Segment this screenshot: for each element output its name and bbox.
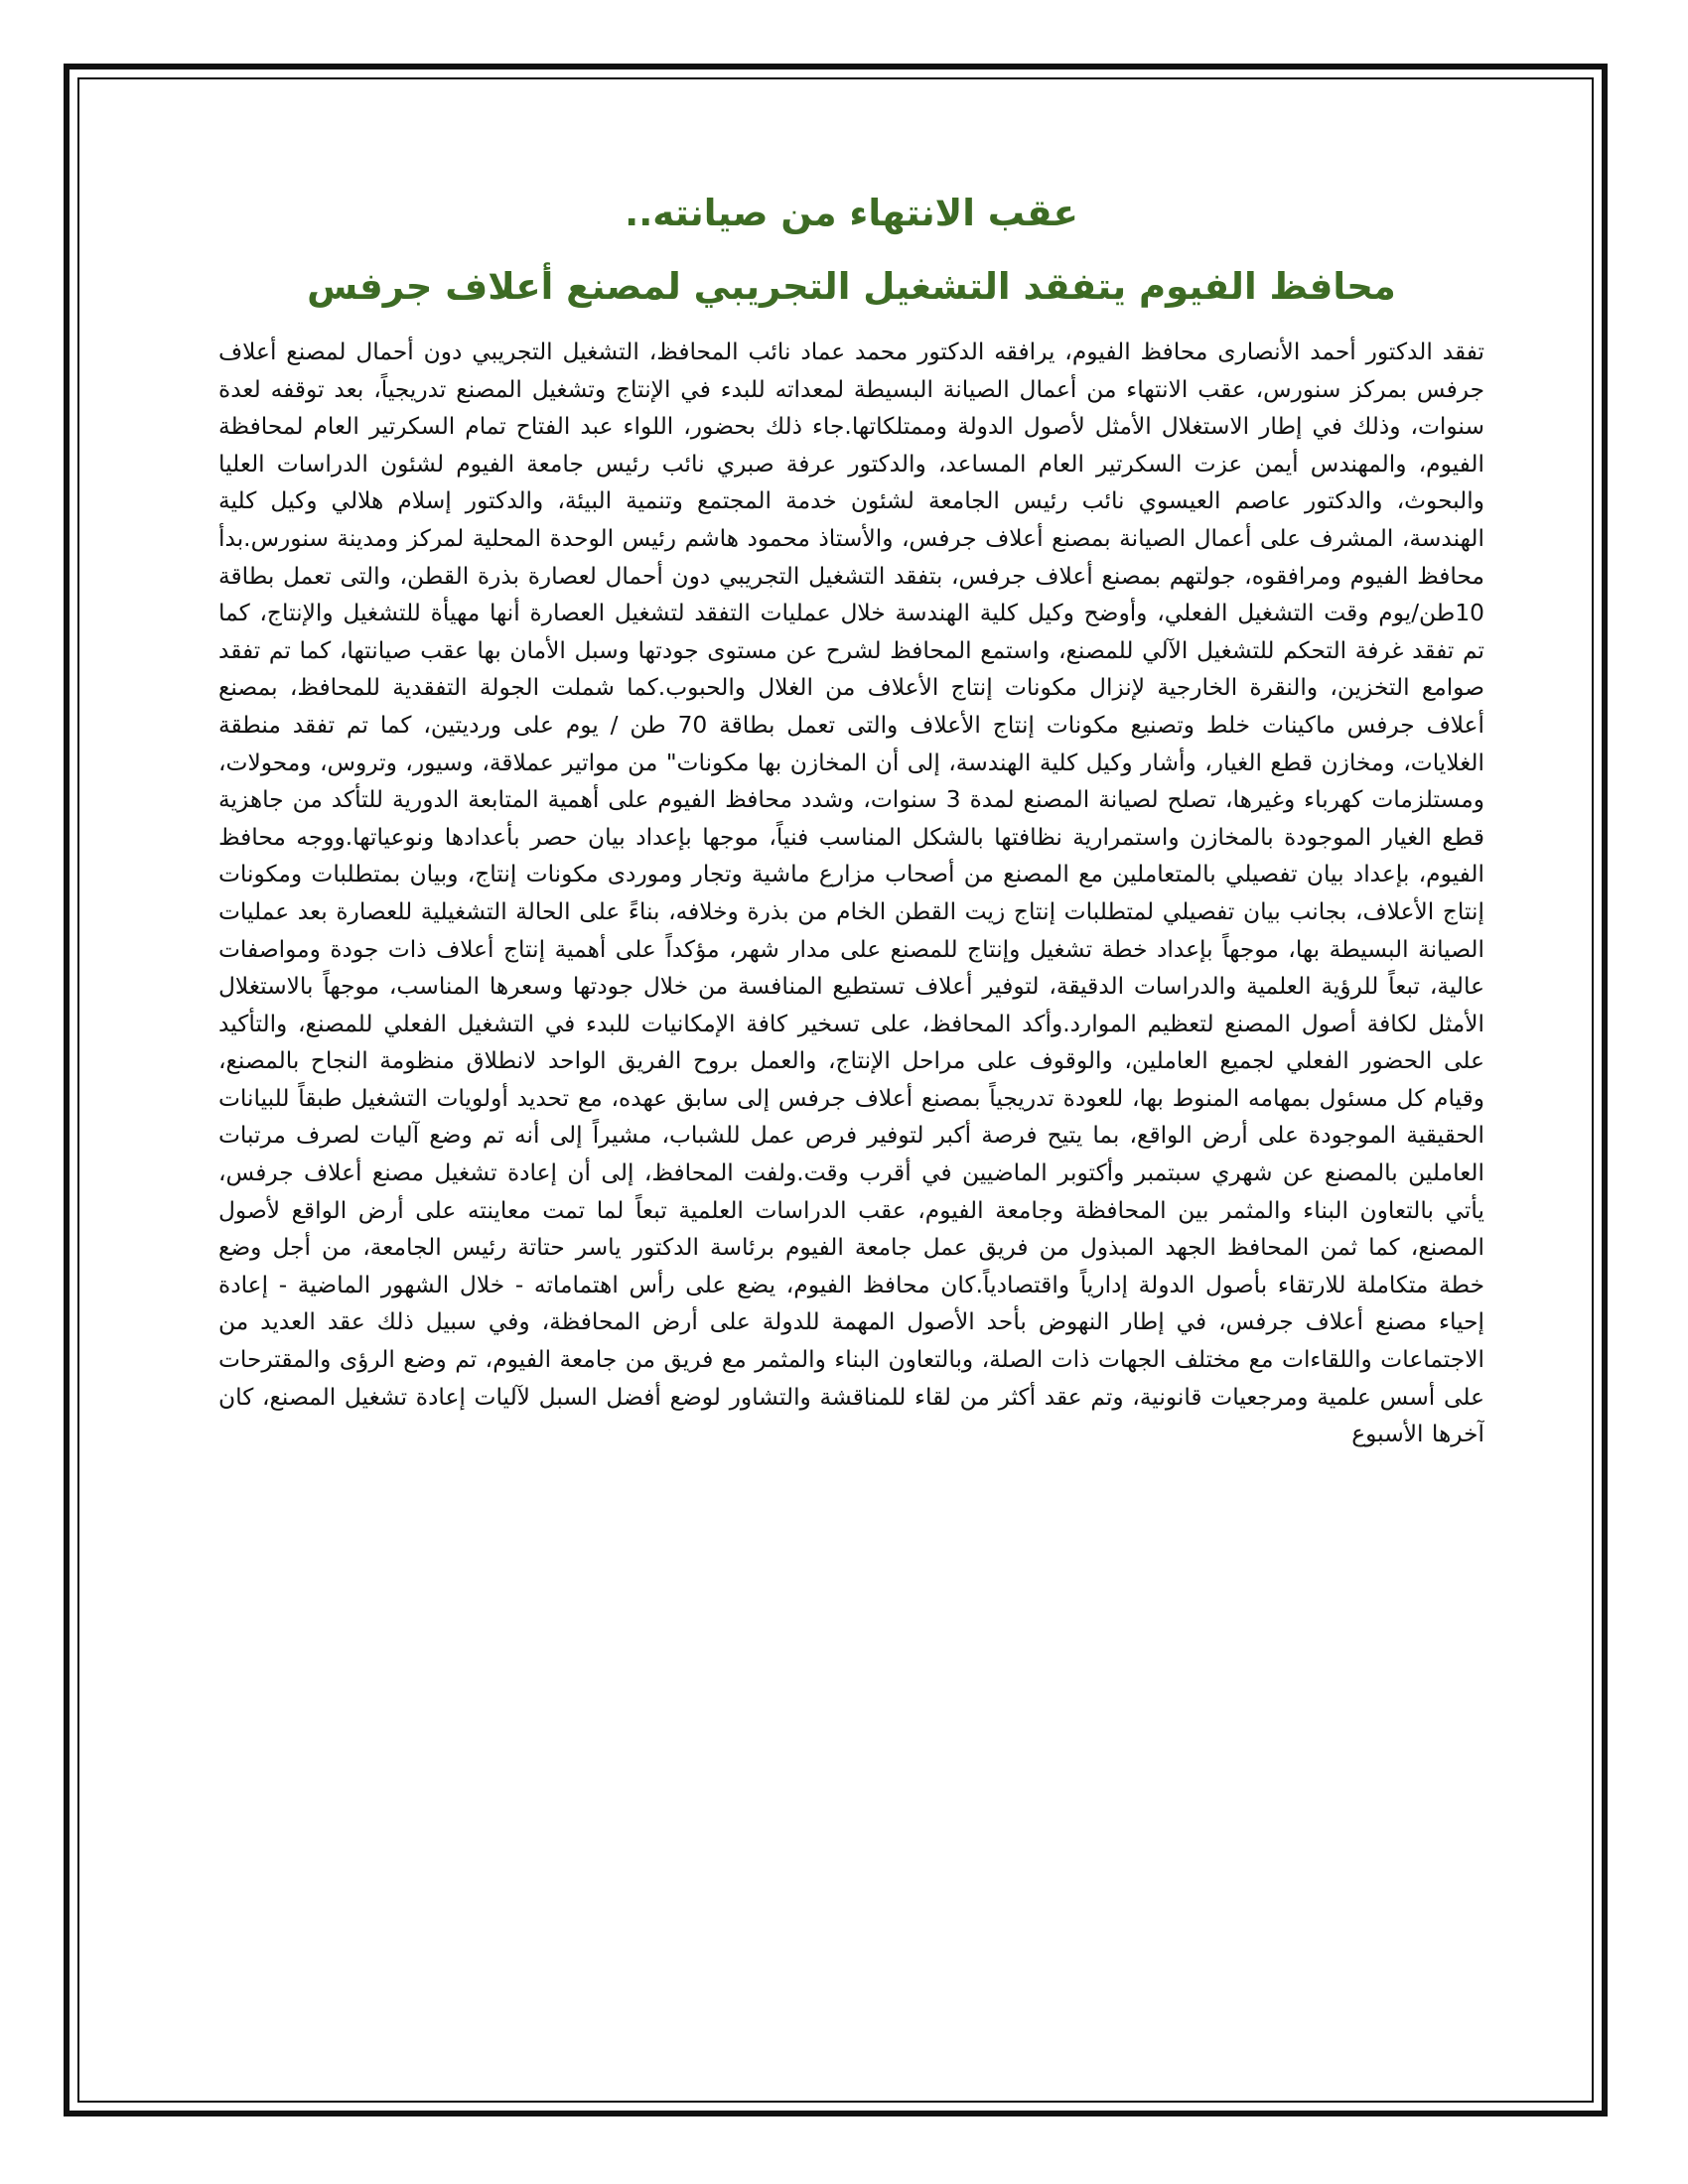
article-kicker: عقب الانتهاء من صيانته.. <box>625 192 1078 234</box>
article-headline: محافظ الفيوم يتفقد التشغيل التجريبي لمصنع أعلاف جرفس <box>307 265 1396 308</box>
article <box>218 187 1484 2073</box>
article-body: تفقد الدكتور أحمد الأنصارى محافظ الفيوم، يرافقه الدكتور محمد عماد نائب المحافظ، التشغيل التجريبي دون أحمال لمصنع أعلاف جرفس بمركز سنورس، عقب الانتهاء من أعمال الصيانة البسيطة لمعداته للبدء في الإنتاج وتشغيل المصنع تدريجياً، بعد توقفه لعدة سنوات، وذلك في إطار الاستغلال الأمثل لأصول الدولة وممتلكاتها.جاء ذلك بحضور، اللواء عبد الفتاح تمام السكرتير العام لمحافظة الفيوم، والمهندس أيمن عزت السكرتير العام المساعد، والدكتور عرفة صبري نائب رئيس جامعة الفيوم لشئون الدراسات العليا والبحوث، والدكتور عاصم العيسوي نائب رئيس الجامعة لشئون خدمة المجتمع وتنمية البيئة، والدكتور إسلام هلالي وكيل كلية الهندسة، المشرف على أعمال الصيانة بمصنع أعلاف جرفس، والأستاذ محمود هاشم رئيس الوحدة المحلية لمركز ومدينة سنورس.بدأ محافظ الفيوم ومرافقوه، جولتهم بمصنع أعلاف جرفس، بتفقد التشغيل التجريبي دون أحمال لعصارة بذرة القطن، والتى تعمل بطاقة 10طن/يوم وقت التشغيل الفعلي، وأوضح وكيل كلية الهندسة خلال عمليات التفقد لتشغيل العصارة أنها مهيأة للتشغيل والإنتاج، كما تم تفقد غرفة التحكم للتشغيل الآلي للمصنع، واستمع المحافظ لشرح عن مستوى جودتها وسبل الأمان بها عقب صيانتها، كما تم تفقد صوامع التخزين، والنقرة الخارجية لإنزال مكونات إنتاج الأعلاف من الغلال والحبوب.كما شملت الجولة التفقدية للمحافظ، بمصنع أعلاف جرفس ماكينات خلط وتصنيع مكونات إنتاج الأعلاف والتى تعمل بطاقة 70 طن / يوم على ورديتين، كما تم تفقد منطقة الغلايات، ومخازن قطع الغيار، وأشار وكيل كلية الهندسة، إلى أن المخازن بها مكونات" من مواتير عملاقة، وسيور، وتروس، ومحولات، ومستلزمات كهرباء وغيرها، تصلح لصيانة المصنع لمدة 3 سنوات، وشدد محافظ الفيوم على أهمية المتابعة الدورية للتأكد من جاهزية قطع الغيار الموجودة بالمخازن واستمرارية نظافتها بالشكل المناسب فنياً، موجها بإعداد بيان حصر بأعدادها ونوعياتها.ووجه محافظ الفيوم، بإعداد بيان تفصيلي بالمتعاملين مع المصنع من أصحاب مزارع ماشية وتجار وموردى مكونات إنتاج، وبيان بمتطلبات ومكونات إنتاج الأعلاف، بجانب بيان تفصيلي لمتطلبات إنتاج زيت القطن الخام من بذرة وخلافه، بناءً على الحالة التشغيلية للعصارة بعد عمليات الصيانة البسيطة بها، موجهاً بإعداد خطة تشغيل وإنتاج للمصنع على مدار شهر، مؤكداً على أهمية إنتاج أعلاف ذات جودة ومواصفات عالية، تبعاً للرؤية العلمية والدراسات الدقيقة، لتوفير أعلاف تستطيع المنافسة من خلال جودتها وسعرها المناسب، موجهاً بالاستغلال الأمثل لكافة أصول المصنع لتعظيم الموارد.وأكد المحافظ، على تسخير كافة الإمكانيات للبدء في التشغيل الفعلي للمصنع، والتأكيد على الحضور الفعلي لجميع العاملين، والوقوف على مراحل الإنتاج، والعمل بروح الفريق الواحد لانطلاق منظومة النجاح بالمصنع، وقيام كل مسئول بمهامه المنوط بها، للعودة تدريجياً بمصنع أعلاف جرفس إلى سابق عهده، مع تحديد أولويات التشغيل طبقاً للبيانات الحقيقية الموجودة على أرض الواقع، بما يتيح فرصة أكبر لتوفير فرص عمل للشباب، مشيراً إلى أنه تم وضع آليات لصرف مرتبات العاملين بالمصنع عن شهري سبتمبر وأكتوبر الماضيين في أقرب وقت.ولفت المحافظ، إلى أن إعادة تشغيل مصنع أعلاف جرفس، يأتي بالتعاون البناء والمثمر بين المحافظة وجامعة الفيوم، عقب الدراسات العلمية تبعاً لما تمت معاينته على أرض الواقع لأصول المصنع، كما ثمن المحافظ الجهد المبذول من فريق عمل جامعة الفيوم برئاسة الدكتور ياسر حتاتة رئيس الجامعة، من أجل وضع خطة متكاملة للارتقاء بأصول الدولة إدارياً واقتصادياً.كان محافظ الفيوم، يضع على رأس اهتماماته - خلال الشهور الماضية - إعادة إحياء مصنع أعلاف جرفس، في إطار النهوض بأحد الأصول المهمة للدولة على أرض المحافظة، وفي سبيل ذلك عقد العديد من الاجتماعات واللقاءات مع مختلف الجهات ذات الصلة، وبالتعاون البناء والمثمر مع فريق من جامعة الفيوم، تم وضع الرؤى والمقترحات على أسس علمية ومرجعيات قانونية، وتم عقد أكثر من لقاء للمناقشة والتشاور لوضع أفضل السبل لآليات إعادة تشغيل المصنع، كان آخرها الأسبوع <box>218 339 1484 1448</box>
